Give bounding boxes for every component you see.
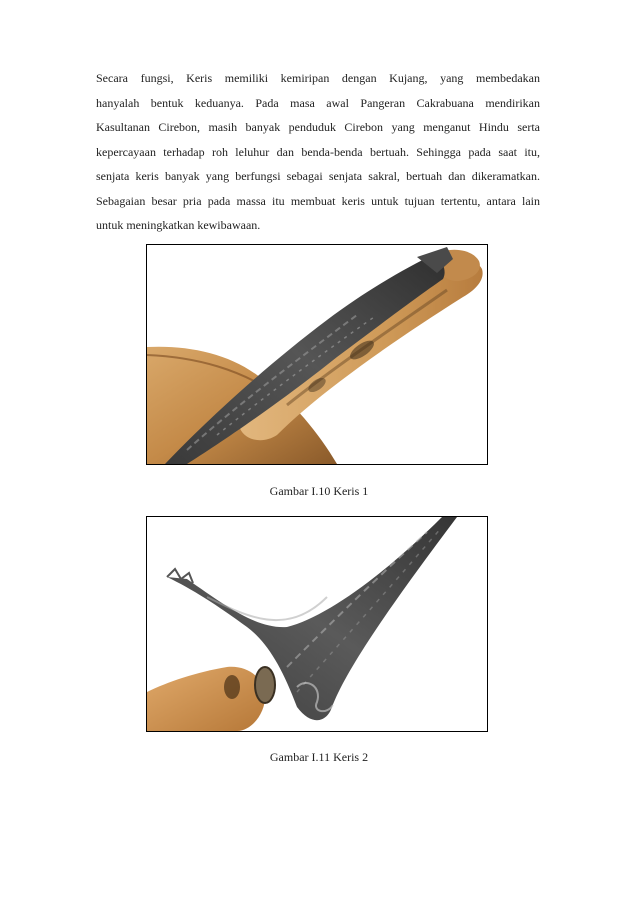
keris-1-illustration bbox=[147, 245, 487, 464]
paragraph-line: Secara fungsi, Keris memiliki kemiripan dengan Kujang, yang membedakan bbox=[96, 71, 540, 85]
paragraph-line: hanyalah bentuk keduanya. Pada masa awal Pangeran Cakrabuana mendirikan bbox=[96, 95, 540, 110]
keris-1-photo bbox=[146, 244, 488, 465]
paragraph-line: Sebagaian besar pria pada massa itu membuat keris untuk tujuan tertentu, antara lain bbox=[96, 193, 540, 208]
figure-1-caption: Gambar I.10 Keris 1 bbox=[269, 484, 369, 498]
keris-2-photo bbox=[146, 516, 488, 732]
handle-shape bbox=[147, 667, 265, 731]
paragraph-line: Kasultanan Cirebon, masih banyak penduduk Cirebon yang menganut Hindu serta bbox=[96, 120, 540, 134]
paragraph-line: senjata keris banyak yang berfungsi sebagai senjata sakral, bertuah dan dikeramatkan. bbox=[96, 169, 540, 183]
paragraph-line: kepercayaan terhadap roh leluhur dan benda-benda bertuah. Sehingga pada saat itu, bbox=[96, 144, 540, 159]
paragraph-line: untuk meningkatkan kewibawaan. bbox=[96, 218, 261, 232]
body-paragraph bbox=[96, 66, 540, 238]
figure-2-caption: Gambar I.11 Keris 2 bbox=[269, 750, 369, 764]
keris-2-illustration bbox=[147, 517, 487, 731]
